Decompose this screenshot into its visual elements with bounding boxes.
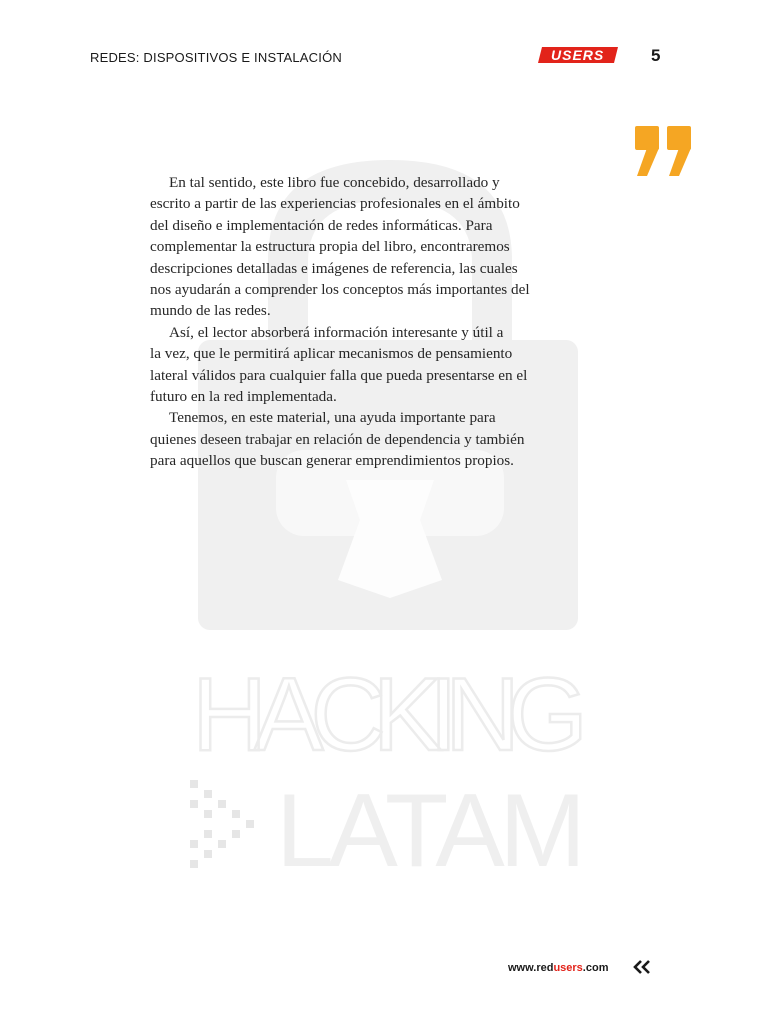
footer-url-accent: users xyxy=(553,962,583,974)
body-text xyxy=(150,172,620,472)
paragraph: Tenemos, en este material, una ayuda importante para quienes deseen trabajar en relación de dependencia y también para aquellos que buscan generar emprendimientos propios. xyxy=(150,409,525,470)
double-chevron-left-icon xyxy=(633,960,651,974)
watermark-dots-icon xyxy=(190,780,254,868)
page-number: 5 xyxy=(651,46,661,65)
footer-url[interactable] xyxy=(508,962,608,974)
users-logo xyxy=(538,47,618,63)
watermark-hacking-text: HACKING xyxy=(192,657,588,773)
footer-url-suffix: .com xyxy=(582,962,609,974)
closing-quote-icon xyxy=(633,122,695,180)
footer-url-prefix: www.red xyxy=(508,962,554,974)
paragraph: En tal sentido, este libro fue concebido, desarrollado y escrito a partir de las experiencias profesionales en el ámbito del diseño e implementación de redes informáticas. Para complementar la estructura propia del libro, encontraremos descripciones detalladas e imágenes de referencia, las cuales nos ayudarán a comprender los conceptos más importantes del mundo de las redes. xyxy=(150,174,530,320)
running-header: REDES: DISPOSITIVOS E INSTALACIÓN xyxy=(90,50,342,65)
watermark-latam-text: LATAM xyxy=(276,773,586,870)
paragraph: Así, el lector absorberá información interesante y útil a la vez, que le permitirá aplicar mecanismos de pensamiento lateral válidos para cualquier falla que pueda presentarse en el futuro en la red implementada. xyxy=(150,323,528,406)
logo-text: USERS xyxy=(551,47,605,63)
